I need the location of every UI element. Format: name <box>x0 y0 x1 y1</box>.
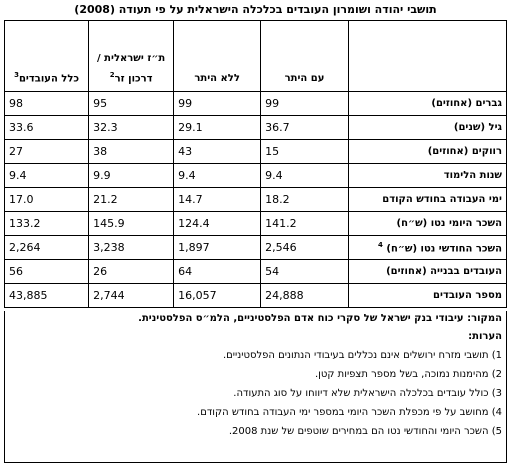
cell-tz: 38 <box>89 140 174 164</box>
header-israeli-id: ת״ז ישראלית / דרכון זר$^2$ <box>89 21 174 92</box>
cell-with: 9.4 <box>261 164 349 188</box>
cell-with: 24,888 <box>261 284 349 308</box>
cell-without: 29.1 <box>174 116 261 140</box>
cell-all: 27 <box>5 140 89 164</box>
table-row <box>5 92 507 116</box>
row-label: השכר החודשי נטו (ש״ח) $^4$ <box>348 236 506 260</box>
row-label: גיל (שנים) <box>348 116 506 140</box>
table-row <box>5 188 507 212</box>
cell-all: 9.4 <box>5 164 89 188</box>
table-row <box>5 212 507 236</box>
cell-without: 9.4 <box>174 164 261 188</box>
table-row <box>5 284 507 308</box>
header-row <box>5 21 507 92</box>
cell-tz: 95 <box>89 92 174 116</box>
header-blank <box>348 21 506 92</box>
cell-tz: 145.9 <box>89 212 174 236</box>
cell-without: 43 <box>174 140 261 164</box>
cell-without: 64 <box>174 260 261 284</box>
note-item: 4) מחושב על פי מכפלת השכר היומי במספר ימי העבודה בחודש הקודם. <box>197 407 502 418</box>
cell-with: 36.7 <box>261 116 349 140</box>
cell-with: 141.2 <box>261 212 349 236</box>
cell-tz: 2,744 <box>89 284 174 308</box>
cell-all: 17.0 <box>5 188 89 212</box>
cell-all: 33.6 <box>5 116 89 140</box>
row-label: שנות הלימוד <box>348 164 506 188</box>
cell-tz: 32.3 <box>89 116 174 140</box>
cell-tz: 9.9 <box>89 164 174 188</box>
note-item: 5) השכר היומי והחודשי נטו הם במחירים שוטפים של שנת 2008. <box>228 426 502 437</box>
row-label: רווקים (אחוזים) <box>348 140 506 164</box>
row-label: ימי העבודה בחודש הקודם <box>348 188 506 212</box>
header-with-permit: עם היתר <box>261 21 349 92</box>
cell-without: 99 <box>174 92 261 116</box>
header-all-workers: כלל העובדים$^3$ <box>5 21 89 92</box>
row-label: גברים (אחוזים) <box>348 92 506 116</box>
row-label: השכר היומי נטו (ש״ח) <box>348 212 506 236</box>
cell-with: 99 <box>261 92 349 116</box>
note-item: 3) כולל עובדים בכלכלה הישראלית שלא דיווחו על סוג התעודה. <box>233 388 502 399</box>
table-title: תושבי יהודה ושומרון העובדים בכלכלה הישראלית על פי תעודה (2008) <box>74 3 437 16</box>
table-row <box>5 140 507 164</box>
cell-with: 15 <box>261 140 349 164</box>
header-without-permit: ללא היתר <box>174 21 261 92</box>
cell-all: 43,885 <box>5 284 89 308</box>
cell-with: 2,546 <box>261 236 349 260</box>
cell-without: 14.7 <box>174 188 261 212</box>
cell-all: 133.2 <box>5 212 89 236</box>
cell-without: 1,897 <box>174 236 261 260</box>
table-row <box>5 260 507 284</box>
cell-all: 56 <box>5 260 89 284</box>
cell-without: 16,057 <box>174 284 261 308</box>
source-line: המקור: עיבודי בנק ישראל של סקרי כוח אדם הפלסטיניים, הלמ״ס הפלסטינית. <box>138 313 502 324</box>
table-row <box>5 236 507 260</box>
note-item: 2) מהימנות נמוכה, בשל מספר תצפיות קטן. <box>314 369 502 380</box>
row-label: העובדים בבנייה (אחוזים) <box>348 260 506 284</box>
notes-title: הערות: <box>468 331 502 342</box>
cell-without: 124.4 <box>174 212 261 236</box>
table-body <box>5 92 507 308</box>
table-row <box>5 116 507 140</box>
cell-all: 98 <box>5 92 89 116</box>
note-item: 1) תושבי מזרח ירושלים אינם נכללים בעיבודי הנתונים הפלסטיניים. <box>222 350 502 361</box>
workers-table <box>4 20 507 308</box>
cell-with: 54 <box>261 260 349 284</box>
cell-tz: 3,238 <box>89 236 174 260</box>
row-label: מספר העובדים <box>348 284 506 308</box>
cell-all: 2,264 <box>5 236 89 260</box>
notes-box <box>4 311 507 463</box>
table-row <box>5 164 507 188</box>
cell-tz: 21.2 <box>89 188 174 212</box>
cell-tz: 26 <box>89 260 174 284</box>
cell-with: 18.2 <box>261 188 349 212</box>
